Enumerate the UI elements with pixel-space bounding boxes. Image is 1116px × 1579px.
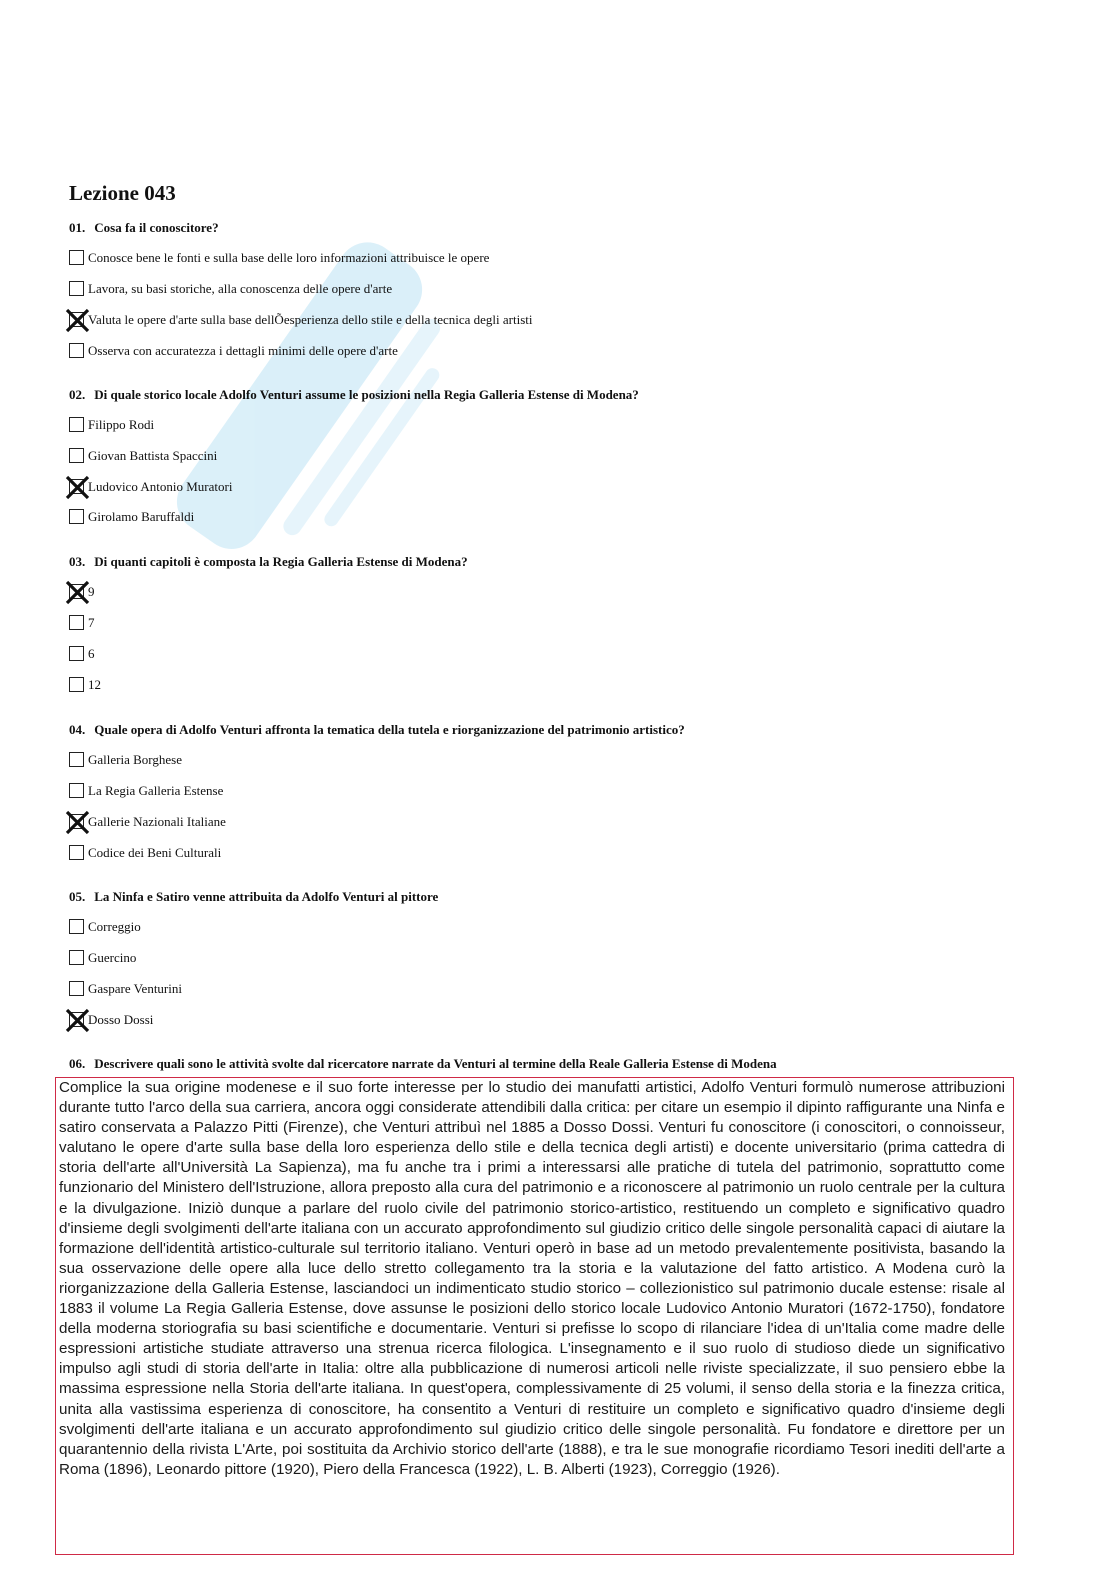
checkbox[interactable] bbox=[69, 250, 84, 265]
answer-option-selected[interactable]: Gallerie Nazionali Italiane bbox=[69, 813, 226, 830]
answer-option[interactable]: Filippo Rodi bbox=[69, 416, 154, 433]
checkbox-checked[interactable] bbox=[69, 312, 84, 327]
answer-option[interactable]: Conosce bene le fonti e sulla base delle loro informazioni attribuisce le opere bbox=[69, 249, 489, 266]
question-title: 06. Descrivere quali sono le attività svolte dal ricercatore narrate da Venturi al termine della Reale Galleria Estense di Modena bbox=[69, 1056, 777, 1071]
answer-option-selected[interactable]: Valuta le opere d'arte sulla base dellÕesperienza dello stile e della tecnica degli artisti bbox=[69, 311, 533, 328]
checkbox[interactable] bbox=[69, 509, 84, 524]
answer-option[interactable]: Girolamo Baruffaldi bbox=[69, 508, 194, 525]
answer-option[interactable]: Guercino bbox=[69, 949, 136, 966]
checkbox[interactable] bbox=[69, 615, 84, 630]
answer-option[interactable]: 6 bbox=[69, 645, 95, 662]
answer-option[interactable]: Codice dei Beni Culturali bbox=[69, 844, 221, 861]
checkbox-checked[interactable] bbox=[69, 814, 84, 829]
page-title: Lezione 043 bbox=[69, 181, 176, 205]
answer-option[interactable]: Gaspare Venturini bbox=[69, 980, 182, 997]
answer-option[interactable]: Osserva con accuratezza i dettagli minimi delle opere d'arte bbox=[69, 342, 398, 359]
answer-option[interactable]: Giovan Battista Spaccini bbox=[69, 447, 217, 464]
answer-option[interactable]: 12 bbox=[69, 676, 101, 693]
answer-option-selected[interactable]: Dosso Dossi bbox=[69, 1011, 153, 1028]
cross-mark-icon bbox=[65, 580, 90, 605]
checkbox[interactable] bbox=[69, 783, 84, 798]
answer-option[interactable]: La Regia Galleria Estense bbox=[69, 782, 223, 799]
cross-mark-icon bbox=[65, 810, 90, 835]
checkbox[interactable] bbox=[69, 646, 84, 661]
checkbox[interactable] bbox=[69, 919, 84, 934]
checkbox[interactable] bbox=[69, 448, 84, 463]
answer-option-selected[interactable]: Ludovico Antonio Muratori bbox=[69, 478, 232, 495]
checkbox-checked[interactable] bbox=[69, 479, 84, 494]
answer-option[interactable]: Correggio bbox=[69, 918, 141, 935]
answer-option-selected[interactable]: 9 bbox=[69, 583, 95, 600]
question-title: 02. Di quale storico locale Adolfo Venturi assume le posizioni nella Regia Galleria Estense di Modena? bbox=[69, 387, 639, 402]
checkbox[interactable] bbox=[69, 950, 84, 965]
checkbox[interactable] bbox=[69, 752, 84, 767]
checkbox-checked[interactable] bbox=[69, 584, 84, 599]
question-title: 05. La Ninfa e Satiro venne attribuita da Adolfo Venturi al pittore bbox=[69, 889, 439, 904]
answer-option[interactable]: Lavora, su basi storiche, alla conoscenza delle opere d'arte bbox=[69, 280, 392, 297]
question-title: 04. Quale opera di Adolfo Venturi affronta la tematica della tutela e riorganizzazione del patrimonio artistico? bbox=[69, 722, 685, 737]
cross-mark-icon bbox=[65, 1008, 90, 1033]
answer-text-box[interactable]: Complice la sua origine modenese e il suo forte interesse per lo studio dei manufatti artistici, Adolfo Venturi formulò numerose attribuzioni durante tutto l'arco della sua carriera, ancora oggi considerate attendibili dalla critica: per citare un esempio il dipinto raffigurante una Ninfa e satiro conservata a Palazzo Pitti (Firenze), che Venturi attribuì nel 1885 a Dosso Dossi. Venturi fu conoscitore (i conoscitori, o connoisseur, valutano le opere d'arte sulla base della loro esperienza dello stile e della tecnica degli artisti) e docente universitario (prima cattedra di storia dell'arte all'Università La Sapienza), ma fu anche tra i primi a interessarsi alle pratiche di tutela del patrimonio, soprattutto come funzionario del Ministero dell'Istruzione, allora preposto alla cura del patrimonio e a riconoscere al patrimonio un ruolo centrale per la cultura e la divulgazione. Iniziò dunque a parlare del ruolo civile del patrimonio storico-artistico, restituendo un completo e significativo quadro d'insieme degli svolgimenti dell'arte italiana con un accurato approfondimento sul giudizio critico delle singole personalità capaci di aiutare la formazione dell'identità artistico-culturale sul territorio italiano. Venturi operò in base ad un metodo prevalentemente positivista, basando la sua osservazione delle opere alla luce dello stretto collegamento tra la storia e la valutazione del fatto artistico. A Modena curò la riorganizzazione della Galleria Estense, lasciandoci un indimenticato studio storico – collezionistico sul patrimonio ducale estense: risale al 1883 il volume La Regia Galleria Estense, dove assunse le posizioni dello storico locale Ludovico Antonio Muratori (1672-1750), fondatore della moderna storiografia su basi scientifiche e documentarie. Venturi si prefisse lo scopo di rilanciare l'idea di un'Italia come madre delle espressioni artistiche studiate attraverso una strenua ricerca filologica. L'insegnamento e il suo ruolo di studioso diede un significativo impulso agli studi di storia dell'arte in Italia: oltre alla pubblicazione di numerosi articoli nelle riviste specializzate, il suo pensiero ebbe la massima espressione nella Storia dell'arte italiana. In quest'opera, complessivamente di 25 volumi, il senso della storia e la finezza critica, unita alla vastissima esperienza di conoscitore, ha consentito a Venturi di restituire un completo e significativo quadro d'insieme degli svolgimenti dell'arte italiana e un accurato approfondimento sul giudizio critico delle singole personalità. Fu fondatore e direttore per un quarantennio della rivista L'Arte, poi sostituita da Archivio storico dell'arte (1888), e tra le sue monografie ricordiamo Tesori inediti dell'arte a Roma (1896), Leonardo pittore (1920), Piero della Francesca (1922), L. B. Alberti (1923), Correggio (1926). bbox=[55, 1077, 1014, 1555]
checkbox[interactable] bbox=[69, 677, 84, 692]
checkbox[interactable] bbox=[69, 281, 84, 296]
question-title: 03. Di quanti capitoli è composta la Regia Galleria Estense di Modena? bbox=[69, 554, 468, 569]
checkbox[interactable] bbox=[69, 981, 84, 996]
question-title: 01. Cosa fa il conoscitore? bbox=[69, 220, 219, 235]
checkbox-checked[interactable] bbox=[69, 1012, 84, 1027]
answer-option[interactable]: Galleria Borghese bbox=[69, 751, 182, 768]
checkbox[interactable] bbox=[69, 845, 84, 860]
answer-option[interactable]: 7 bbox=[69, 614, 95, 631]
checkbox[interactable] bbox=[69, 417, 84, 432]
checkbox[interactable] bbox=[69, 343, 84, 358]
cross-mark-icon bbox=[65, 475, 90, 500]
cross-mark-icon bbox=[65, 308, 90, 333]
